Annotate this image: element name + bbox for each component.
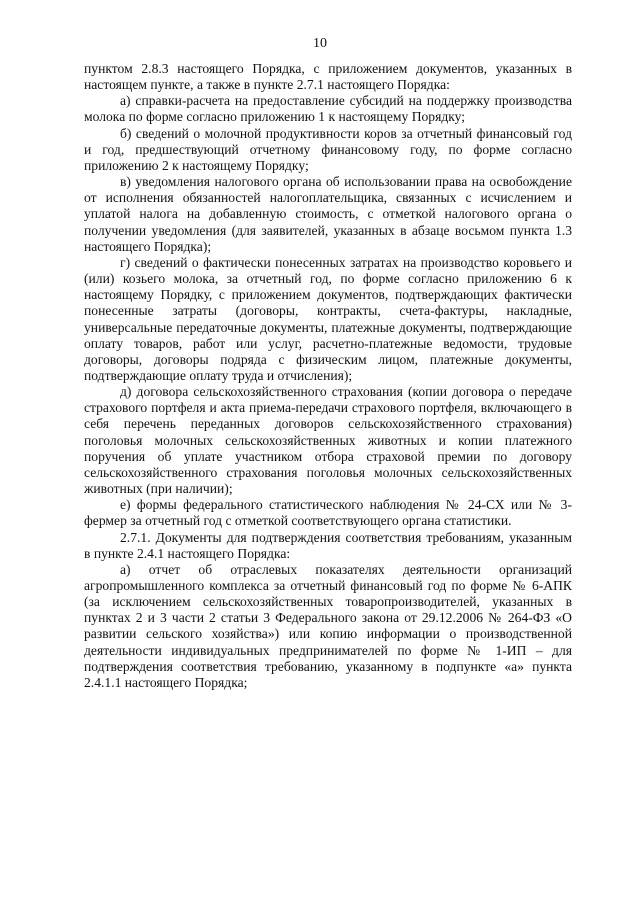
paragraph-continuation: пунктом 2.8.3 настоящего Порядка, с приложением документов, указанных в настоящем пункте, а также в пункте 2.7.1 настоящего Порядка: <box>84 61 572 93</box>
paragraph-item-a-milk-subsidy: а) справки-расчета на предоставление субсидий на поддержку производства молока по форме согласно приложению 1 к настоящему Порядку; <box>84 93 572 125</box>
page-number: 10 <box>313 36 327 51</box>
paragraph-item-v-tax-notice: в) уведомления налогового органа об использовании права на освобождение от исполнения обязанностей налогоплательщика, связанных с исчислением и уплатой налога на добавленную стоимость, с отметкой налогового органа о получении уведомления (для заявителей, указанных в абзаце восьмом пункта 1.3 настоящего Порядка); <box>84 174 572 254</box>
paragraph-item-a-apk-report: а) отчет об отраслевых показателях деятельности организаций агропромышленного комплекса за отчетный финансовый год по форме № 6-АПК (за исключением сельскохозяйственных товаропроизводителей, указанных в пунктах 2 и 3 части 2 статьи 3 Федерального закона от 29.12.2006 № 264-ФЗ «О развитии сельского хозяйства») или копию информации о производственной деятельности индивидуальных предпринимателей по форме № 1-ИП – для подтверждения соответствия требованию, указанному в подпункте «а» пункта 2.4.1.1 настоящего Порядка; <box>84 561 572 690</box>
paragraph-item-d-insurance: д) договора сельскохозяйственного страхования (копии договора о передаче страхового портфеля и акта приема-передачи страхового портфеля, включающего в себя перечень переданных договоров сельскохозяйственного страхования) поголовья молочных сельскохозяйственных животных и копии платежного поручения об уплате участником отбора страховой премии по договору сельскохозяйственного страхования поголовья молочных сельскохозяйственных животных (при наличии); <box>84 384 572 497</box>
document-body <box>84 61 572 691</box>
paragraph-section-2-7-1: 2.7.1. Документы для подтверждения соответствия требованиям, указанным в пункте 2.4.1 настоящего Порядка: <box>84 529 572 561</box>
paragraph-item-e-statistics-form: е) формы федерального статистического наблюдения № 24-СХ или № 3-фермер за отчетный год с отметкой соответствующего органа статистики. <box>84 497 572 529</box>
paragraph-item-g-production-costs: г) сведений о фактически понесенных затратах на производство коровьего и (или) козьего молока, за отчетный год, по форме согласно приложению 6 к настоящему Порядку, с приложением документов, подтверждающих фактически понесенные затраты (договоры, контракты, счета-фактуры, накладные, универсальные передаточные документы, платежные документы, подтверждающие оплату товаров, работ или услуг, расчетно-платежные ведомости, трудовые договоры, договоры подряда с физическим лицом, платежные документы, подтверждающие оплату труда и отчисления); <box>84 254 572 383</box>
paragraph-item-b-cow-productivity: б) сведений о молочной продуктивности коров за отчетный финансовый год и год, предшествующий отчетному финансовому году, по форме согласно приложению 2 к настоящему Порядку; <box>84 125 572 173</box>
